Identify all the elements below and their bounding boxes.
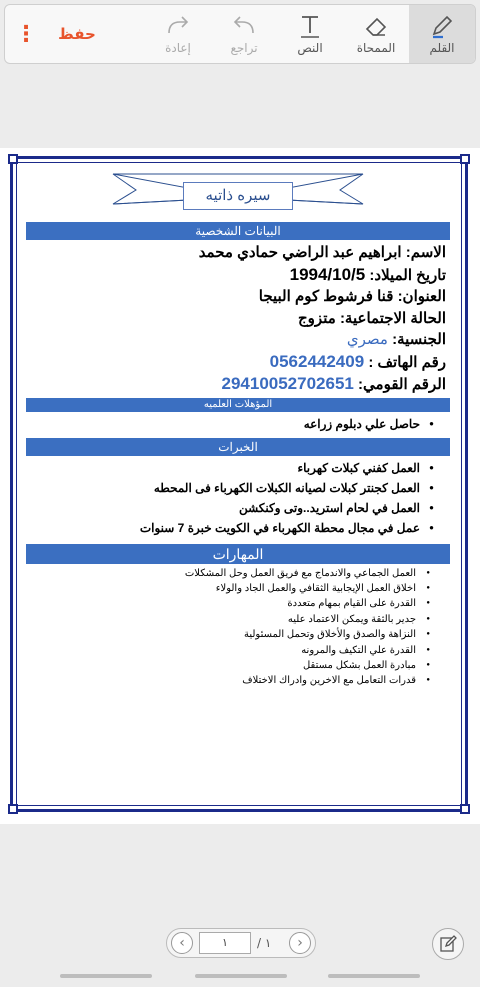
list-item: ● العمل الجماعي والاندماج مع فريق العمل وحل المشكلات [30,566,430,581]
document-page[interactable] [0,148,480,824]
list-item: ● اخلاق العمل الإيجابية الثقافي والعمل الجاد والولاء [30,581,430,596]
page-navigator [166,928,316,958]
title-banner [108,166,368,218]
qualifications-list [30,414,446,434]
page-total: / ١ [257,936,272,950]
section-header-personal: البيانات الشخصية [26,222,450,240]
list-item: ● عمل في مجال محطة الكهرباء في الكويت خبرة 7 سنوات [30,518,434,538]
undo-button[interactable] [211,5,277,63]
back-handle[interactable] [328,974,420,978]
border-corner [460,154,470,164]
cv-content [30,166,446,689]
border-corner [460,804,470,814]
list-item: ● النزاهة والصدق والأخلاق وتحمل المسئولية [30,627,430,642]
nationality-line: الجنسية: مصري [346,331,446,348]
eraser-tool-button[interactable] [343,5,409,63]
phone-line: رقم الهاتف : 0562442409 [269,351,446,371]
text-tool-button[interactable] [277,5,343,63]
border-corner [8,154,18,164]
list-item: ● قدرات التعامل مع الاخرين وادراك الاختلاف [30,673,430,688]
edit-icon [439,935,457,953]
annotation-toolbar [4,4,476,64]
list-item: ● القدرة على القيام بمهام متعددة [30,596,430,611]
undo-icon [231,13,257,39]
name-line: الاسم: ابراهيم عبد الراضي حمادي محمد [198,244,446,261]
chevron-right-icon: › [297,935,303,951]
dob-line: تاريخ الميلاد: 1994/10/5 [289,264,446,284]
recent-apps-handle[interactable] [60,974,152,978]
section-header-experience: الخبرات [26,438,450,456]
more-menu-icon[interactable]: ⋮ [15,21,37,47]
pen-tool-button[interactable] [409,5,475,63]
list-item: ● العمل كجنتر كبلات لصيانه الكبلات الكهرباء فى المحطه [30,478,434,498]
undo-label: تراجع [230,41,258,55]
redo-button[interactable] [145,5,211,63]
eraser-tool-label: الممحاة [356,41,396,55]
text-tool-label: النص [297,41,323,55]
text-tool-icon [297,13,323,39]
next-page-button[interactable] [289,932,311,954]
list-item: ● حاصل علي دبلوم زراعه [30,414,434,434]
experience-list [30,458,446,538]
section-header-qualifications: المؤهلات العلميه [26,398,450,412]
marital-line: الحالة الاجتماعية: متزوج [298,309,446,327]
address-line: العنوان: قنا فرشوط كوم البيجا [258,288,446,305]
list-item: ● العمل في لحام استريد..وتى وكنكشن [30,498,434,518]
eraser-icon [363,13,389,39]
system-navigation-bar [0,964,480,987]
pen-tool-label: القلم [429,41,455,55]
list-item: ● مبادرة العمل بشكل مستقل [30,658,430,673]
personal-info [30,242,446,396]
edit-document-button[interactable] [432,928,464,960]
list-item: ● القدرة علي التكيف والمرونه [30,643,430,658]
border-corner [8,804,18,814]
save-button[interactable]: حفظ [58,25,96,43]
chevron-left-icon: ‹ [179,935,185,951]
prev-page-button[interactable] [171,932,193,954]
home-handle[interactable] [195,974,287,978]
section-header-skills: المهارات [26,544,450,564]
page-number-input[interactable]: ١ [199,932,251,954]
redo-icon [165,13,191,39]
list-item: ● جدير بالثقة ويمكن الاعتماد عليه [30,612,430,627]
cv-title: سيره ذاتيه [183,182,293,210]
national-id-line: الرقم القومي: 29410052702651 [221,374,446,393]
redo-label: إعادة [165,41,191,55]
skills-list [30,566,446,689]
pen-icon [429,13,455,39]
list-item: ● العمل كفني كبلات كهرباء [30,458,434,478]
